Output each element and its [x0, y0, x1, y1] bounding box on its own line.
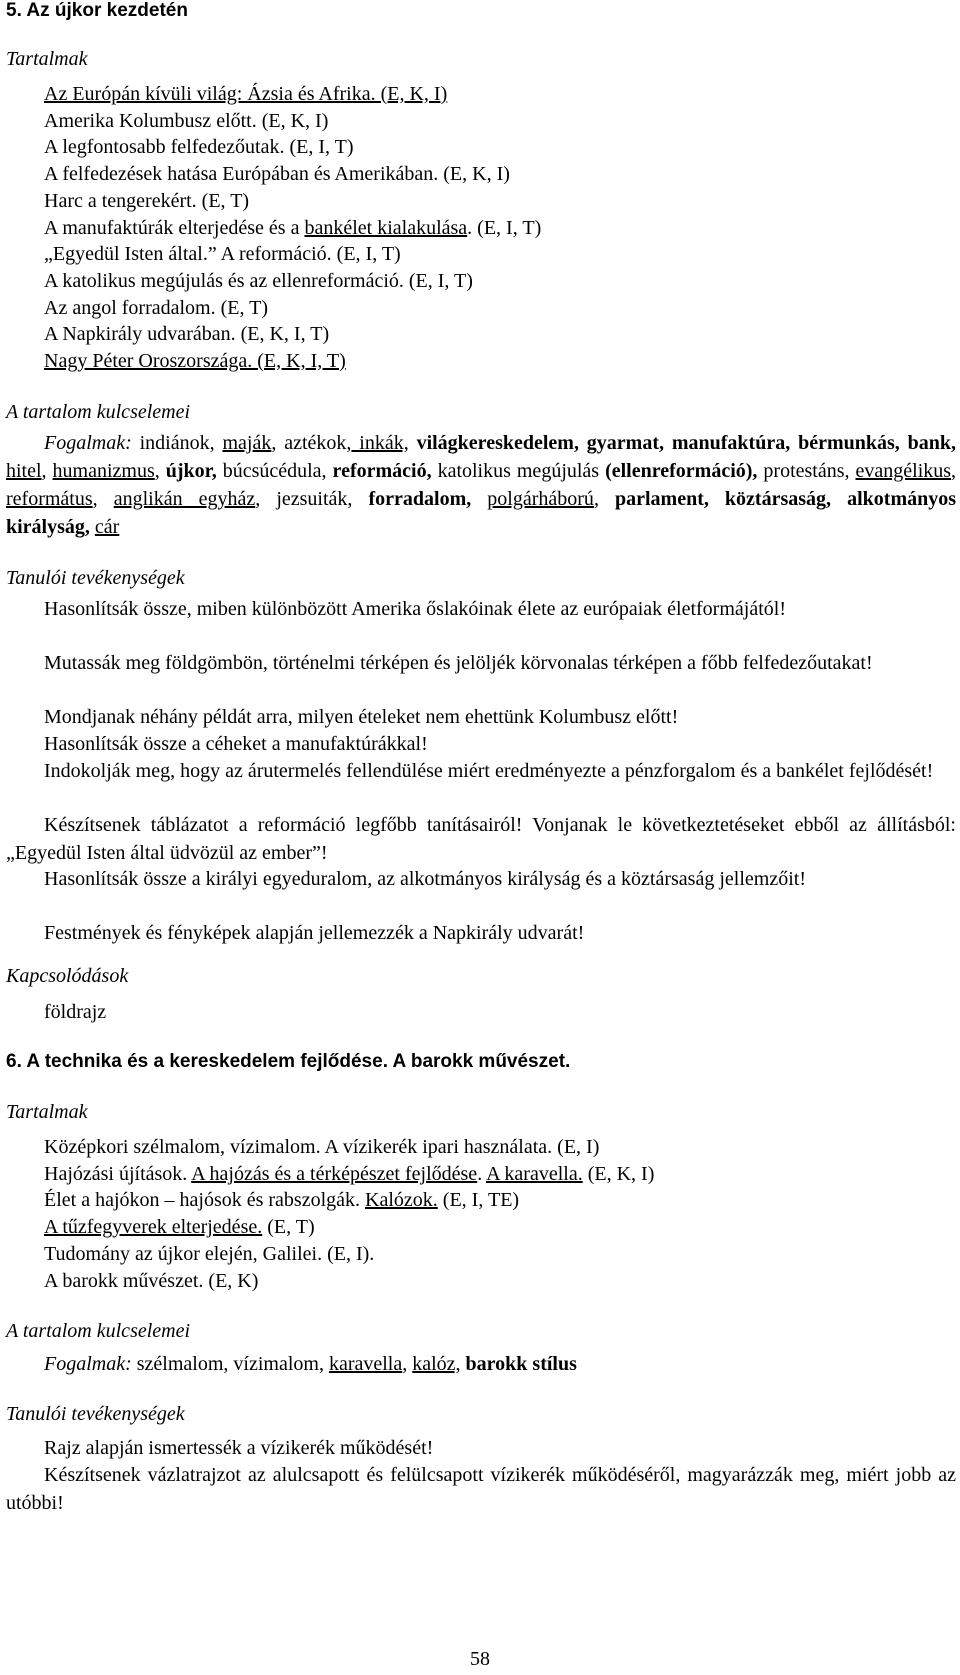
content-item — [44, 108, 328, 134]
underlined-text: A tűzfegyverek elterjedése. — [44, 1216, 263, 1239]
underlined-text: cár — [94, 516, 120, 538]
text-segment: Amerika Kolumbusz előtt. (E, K, I) — [44, 109, 329, 132]
activity-item: Hasonlítsák össze, miben különbözött Amerika őslakóinak élete az európaiak életformájától! — [44, 598, 786, 620]
underlined-text: anglikán egyház — [113, 488, 256, 510]
section-5-kapcsolodasok-label: Kapcsolódások — [6, 965, 129, 987]
section-5-tevekenysegek-label: Tanulói tevékenységek — [6, 567, 185, 589]
text-segment: , — [41, 460, 53, 482]
text-segment: , — [92, 488, 114, 510]
section-5-fogalmak — [6, 429, 956, 541]
underlined-text: bankélet kialakulása — [304, 216, 468, 239]
text-segment: A Napkirály udvarában. (E, K, I, T) — [44, 323, 330, 346]
underlined-text: református — [6, 488, 93, 510]
underlined-text: polgárháború — [487, 488, 594, 510]
text-segment: , — [951, 460, 957, 482]
underlined-text: kalóz, — [412, 1353, 461, 1375]
text-segment: Élet a hajókon – hajósok és rabszolgák. — [44, 1189, 366, 1212]
activity-item: Hasonlítsák össze a királyi egyeduralom, az alkotmányos királyság és a köztársaság jellemzőit! — [44, 868, 806, 890]
underlined-text: Nagy Péter Oroszországa. (E, K, I, T) — [44, 350, 346, 372]
underlined-text: karavella — [328, 1353, 403, 1375]
activity-item: Indokolják meg, hogy az árutermelés fellendülése miért eredményezte a pénzforgalom és a bankélet fejlődését! — [44, 760, 934, 782]
underlined-text: A karavella. — [486, 1162, 583, 1185]
activity-item: Mutassák meg földgömbön, történelmi térképen és jelöljék körvonalas térképen a főbb felfedezőutakat! — [44, 652, 873, 674]
text-segment: . (E, I, T) — [467, 216, 542, 239]
activity-item: Készítsenek táblázatot a reformáció legfőbb tanításairól! Vonjanak le következtetéseket ebből az állításból: „Egyedül Isten által üdvözül az ember”! — [6, 814, 956, 864]
text-segment: A manufaktúrák elterjedése és a — [44, 216, 305, 239]
content-item — [44, 134, 354, 160]
activity-item: Készítsenek vázlatrajzot az alulcsapott és felülcsapott vízikerék működéséről, magyarázzák meg, miért jobb az utóbbi! — [6, 1464, 956, 1514]
section-6-fogalmak — [6, 1350, 956, 1378]
section-6-tevekenysegek-label: Tanulói tevékenységek — [6, 1403, 185, 1425]
text-segment: Az angol forradalom. (E, T) — [44, 296, 268, 319]
text-segment: (E, T) — [262, 1216, 315, 1239]
key-term: újkor, — [165, 460, 217, 482]
text-segment: Hajózási újítások. — [44, 1162, 192, 1185]
text-segment: (E, K, I) — [582, 1162, 655, 1185]
text-segment: katolikus megújulás — [431, 460, 606, 482]
text-segment: A barokk művészet. (E, K) — [44, 1269, 259, 1292]
key-term: barokk stílus — [465, 1353, 577, 1375]
content-item — [44, 81, 447, 107]
page-number: 58 — [470, 1648, 490, 1670]
text-segment: protestáns, — [757, 460, 856, 482]
text-segment: „Egyedül Isten által.” A reformáció. (E, I, T) — [44, 243, 401, 266]
activity-item: Festmények és fényképek alapján jellemezzék a Napkirály udvarát! — [44, 922, 585, 944]
content-item — [44, 161, 510, 187]
underlined-text: Az Európán kívüli világ: Ázsia és Afrika. (E, K, I) — [44, 83, 448, 105]
key-term: (ellenreformáció), — [605, 460, 758, 482]
text-segment — [409, 432, 417, 454]
text-segment: Középkori szélmalom, vízimalom. A vízikerék ipari használata. (E, I) — [44, 1136, 600, 1158]
underlined-text: maják — [222, 432, 272, 454]
section-5-heading: 5. Az újkor kezdetén — [6, 0, 188, 21]
fogalmak-label: Fogalmak: — [44, 1353, 132, 1375]
text-segment: , jezsuiták, — [255, 488, 369, 510]
content-item — [44, 1214, 315, 1240]
underlined-text: hitel — [6, 460, 42, 482]
content-item — [44, 1187, 519, 1213]
text-segment: Harc a tengerekért. (E, T) — [44, 189, 250, 212]
content-item — [44, 215, 541, 241]
text-segment: , — [402, 1353, 413, 1375]
text-segment: , aztékok, — [271, 432, 352, 454]
content-item — [44, 268, 473, 294]
text-segment: , — [593, 488, 615, 510]
content-item — [44, 1268, 258, 1294]
content-item — [44, 188, 249, 214]
content-item — [44, 348, 346, 374]
section-6-tartalmak-label: Tartalmak — [6, 1101, 88, 1123]
text-segment: szélmalom, vízimalom, — [131, 1353, 329, 1375]
section-5-tartalmak-label: Tartalmak — [6, 48, 88, 70]
content-item — [44, 1134, 599, 1160]
text-segment: A legfontosabb felfedezőutak. (E, I, T) — [44, 136, 354, 159]
content-item — [44, 1161, 654, 1187]
text-segment: . — [477, 1162, 487, 1185]
text-segment: , — [154, 460, 166, 482]
section-5-kapcsolodasok-value: földrajz — [44, 1001, 107, 1023]
activity-item: Mondjanak néhány példát arra, milyen ételeket nem ehettünk Kolumbusz előtt! — [44, 706, 679, 728]
underlined-text: humanizmus — [52, 460, 155, 482]
section-6-heading: 6. A technika és a kereskedelem fejlődése. A barokk művészet. — [6, 1051, 571, 1072]
underlined-text: Kalózok. — [365, 1189, 438, 1212]
section-5-kulcselemek-label: A tartalom kulcselemei — [6, 401, 191, 423]
text-segment: Tudomány az újkor elején, Galilei. (E, I). — [44, 1242, 375, 1265]
text-segment: A katolikus megújulás és az ellenreformáció. (E, I, T) — [44, 269, 473, 292]
key-term: parlament, köztársaság, alkotmányos királyság, — [6, 488, 957, 538]
key-term: reformáció, — [332, 460, 432, 482]
underlined-text: A hajózás és a térképészet fejlődése — [191, 1162, 478, 1185]
fogalmak-label: Fogalmak: — [44, 432, 132, 454]
key-term: világkereskedelem, gyarmat, manufaktúra, bérmunkás, bank, — [416, 432, 956, 454]
text-segment: A felfedezések hatása Európában és Amerikában. (E, K, I) — [44, 163, 510, 186]
content-item — [44, 1241, 374, 1267]
text-segment: indiánok, — [131, 432, 223, 454]
underlined-text: evangélikus — [855, 460, 952, 482]
activity-item: Hasonlítsák össze a céheket a manufaktúrákkal! — [44, 733, 428, 755]
text-segment: (E, I, TE) — [437, 1189, 520, 1212]
text-segment: búcsúcédula, — [216, 460, 333, 482]
text-segment — [471, 488, 487, 510]
section-6-kulcselemek-label: A tartalom kulcselemei — [6, 1320, 191, 1342]
content-item — [44, 295, 268, 321]
content-item — [44, 321, 329, 347]
content-item — [44, 241, 401, 267]
key-term: forradalom, — [368, 488, 472, 510]
activity-item: Rajz alapján ismertessék a vízikerék működését! — [44, 1437, 434, 1459]
underlined-text: inkák, — [351, 432, 409, 454]
